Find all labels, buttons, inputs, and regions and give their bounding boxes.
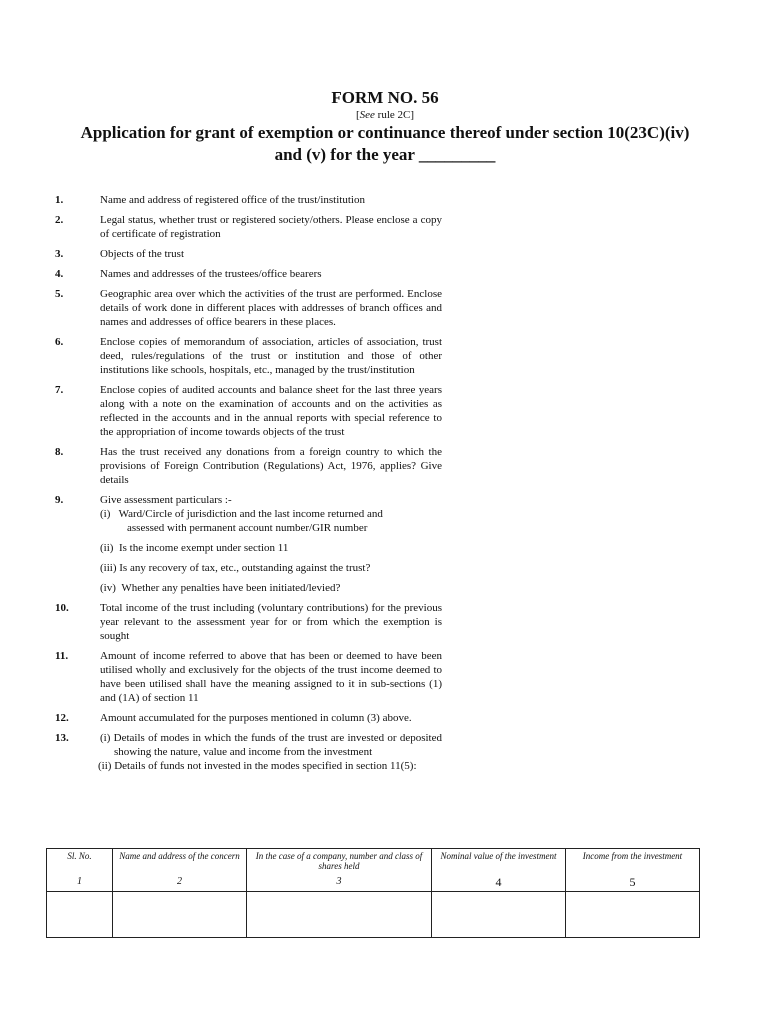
item-12: 12. Amount accumulated for the purposes mentioned in column (3) above.: [55, 712, 412, 724]
investment-table: [46, 848, 699, 938]
col-sl-no: Sl. No.: [47, 849, 113, 876]
item-2: 2. Legal status, whether trust or registered society/others. Please enclose a copy of certificate of registration: [55, 214, 442, 240]
table-cell[interactable]: [432, 892, 566, 938]
col-number: 5: [566, 875, 700, 892]
col-number: 3: [247, 875, 432, 892]
item-11: 11. Amount of income referred to above that has been or deemed to have been utilised wholly and exclusively for the objects of the trust income deemed to have been utilised shall have the meaning assigned to it in sub-sections (1) and (1A) of section 11: [55, 650, 442, 704]
table-number-row: [47, 875, 700, 892]
item-6: 6. Enclose copies of memorandum of association, articles of association, trust deed, rules/regulations of the trust or institution and those of other institutions like schools, hospitals, etc., managed by the trust/institution: [55, 336, 442, 376]
item-9-sub-iv: (iv) Whether any penalties have been initiated/levied?: [100, 582, 341, 594]
form-number: FORM NO. 56: [331, 88, 439, 107]
col-number: 4: [432, 875, 566, 892]
application-title: Application for grant of exemption or continuance thereof under section 10(23C)(iv) and (v) for the year _________: [80, 123, 690, 164]
item-1: 1. Name and address of registered office of the trust/institution: [55, 194, 365, 206]
table-cell[interactable]: [47, 892, 113, 938]
col-number: 1: [47, 875, 113, 892]
table-row: [47, 892, 700, 938]
col-shares: In the case of a company, number and class of shares held: [247, 849, 432, 876]
item-4: 4. Names and addresses of the trustees/office bearers: [55, 268, 322, 280]
item-13: 13. (i) Details of modes in which the funds of the trust are invested or deposited showing the nature, value and income from the investment (ii) Details of funds not invested in the modes specified in section 11(5):: [0, 731, 770, 773]
rule-reference: [See rule 2C]: [355, 109, 415, 121]
item-9-sub-ii: (ii) Is the income exempt under section 11: [100, 542, 289, 554]
item-3: 3. Objects of the trust: [55, 248, 185, 260]
col-name-address: Name and address of the concern: [113, 849, 247, 876]
col-number: 2: [113, 875, 247, 892]
col-income: Income from the investment: [566, 849, 700, 876]
item-9: 9. Give assessment particulars :- (i) Ward/Circle of jurisdiction and the last income returned and assessed with permanent account number/GIR number (ii) Is the income exempt under section 11 (iii) Is any recovery of tax, etc., outstanding against the trust? (iv) Whether any penalties have been initiated/levied?: [0, 493, 770, 595]
item-9-sub-i: (i) Ward/Circle of jurisdiction and the last income returned and assessed with permanent account number/GIR number (ii) Is the income exempt under section 11 (iii) Is any recovery of tax, etc., outstanding against the trust? (iv) Whether any penalties have been initiated/levied?: [100, 507, 442, 595]
item-5: 5. Geographic area over which the activities of the trust are performed. Enclose details of work done in different places with addresses of branch offices and names and addresses of office bearers in these places.: [55, 288, 442, 328]
table-cell[interactable]: [566, 892, 700, 938]
item-8: 8. Has the trust received any donations from a foreign country to which the provisions of Foreign Contribution (Regulations) Act, 1976, applies? Give details: [55, 446, 442, 486]
item-7: 7. Enclose copies of audited accounts and balance sheet for the last three years along with a note on the examination of accounts and on the activities as reflected in the accounts and in the annual reports with special reference to the appropriation of income towards objects of the trust: [55, 384, 442, 438]
table-cell[interactable]: [247, 892, 432, 938]
col-nominal-value: Nominal value of the investment: [432, 849, 566, 876]
item-9-sub-iii: (iii) Is any recovery of tax, etc., outstanding against the trust?: [100, 562, 371, 574]
form-items: [0, 193, 770, 773]
table-cell[interactable]: [113, 892, 247, 938]
item-10: 10. Total income of the trust including (voluntary contributions) for the previous year relevant to the assessment year for or from which the exemption is sought: [55, 602, 442, 642]
item-13-sub-ii: (ii) Details of funds not invested in the modes specified in section 11(5):: [98, 760, 417, 772]
table-header-row: [47, 849, 700, 876]
